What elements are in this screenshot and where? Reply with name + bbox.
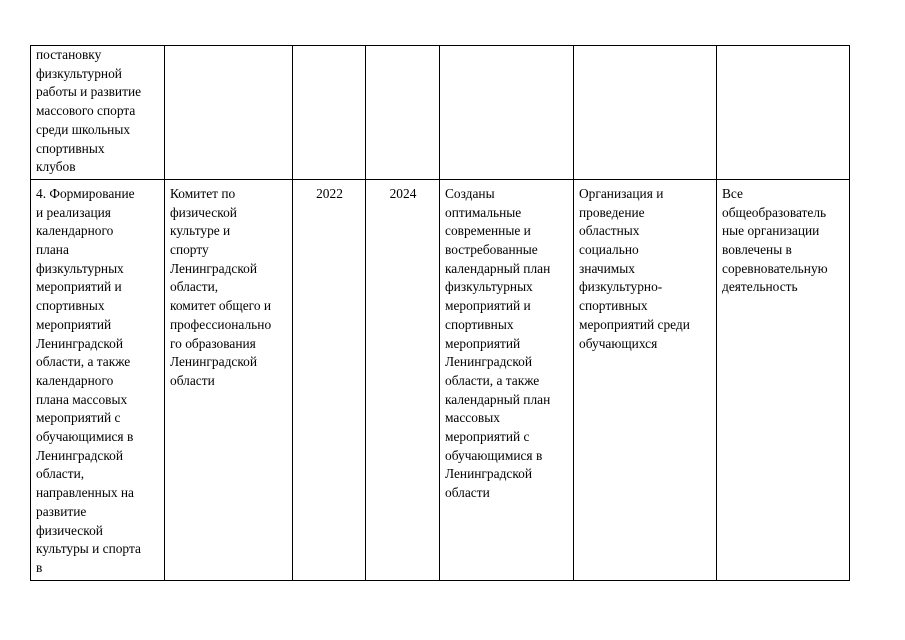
measure-cell: 4. Формирование и реализация календарного плана физкультурных мероприятий и спортивных мероприятий Ленинградской области, а также календарного плана массовых мероприятий с обучающимися в Ленинградской области, направленных на развитие физической культуры и спорта в [31, 179, 165, 580]
table-row [31, 179, 850, 580]
measure-cell: постановку физкультурной работы и развитие массового спорта среди школьных спортивных клубов [31, 46, 165, 180]
end-year-cell [366, 46, 440, 180]
expected-result-cell [440, 46, 574, 180]
responsible-cell: Комитет по физической культуре и спорту Ленинградской области, комитет общего и профессионально го образования Ленинградской области [165, 179, 293, 580]
activity-cell [574, 46, 717, 180]
expected-result-cell: Созданы оптимальные современные и востребованные календарный план физкультурных мероприятий и спортивных мероприятий Ленинградской области, а также календарный план массовых мероприятий с обучающимися в Ленинградской области [440, 179, 574, 580]
activity-cell: Организация и проведение областных социально значимых физкультурно- спортивных мероприятий среди обучающихся [574, 179, 717, 580]
start-year-cell [293, 46, 366, 180]
start-year-cell: 2022 [293, 179, 366, 580]
indicator-cell [717, 46, 850, 180]
measures-table [30, 45, 850, 581]
indicator-cell: Все общеобразователь ные организации вовлечены в соревновательную деятельность [717, 179, 850, 580]
table-row [31, 46, 850, 180]
end-year-cell: 2024 [366, 179, 440, 580]
responsible-cell [165, 46, 293, 180]
